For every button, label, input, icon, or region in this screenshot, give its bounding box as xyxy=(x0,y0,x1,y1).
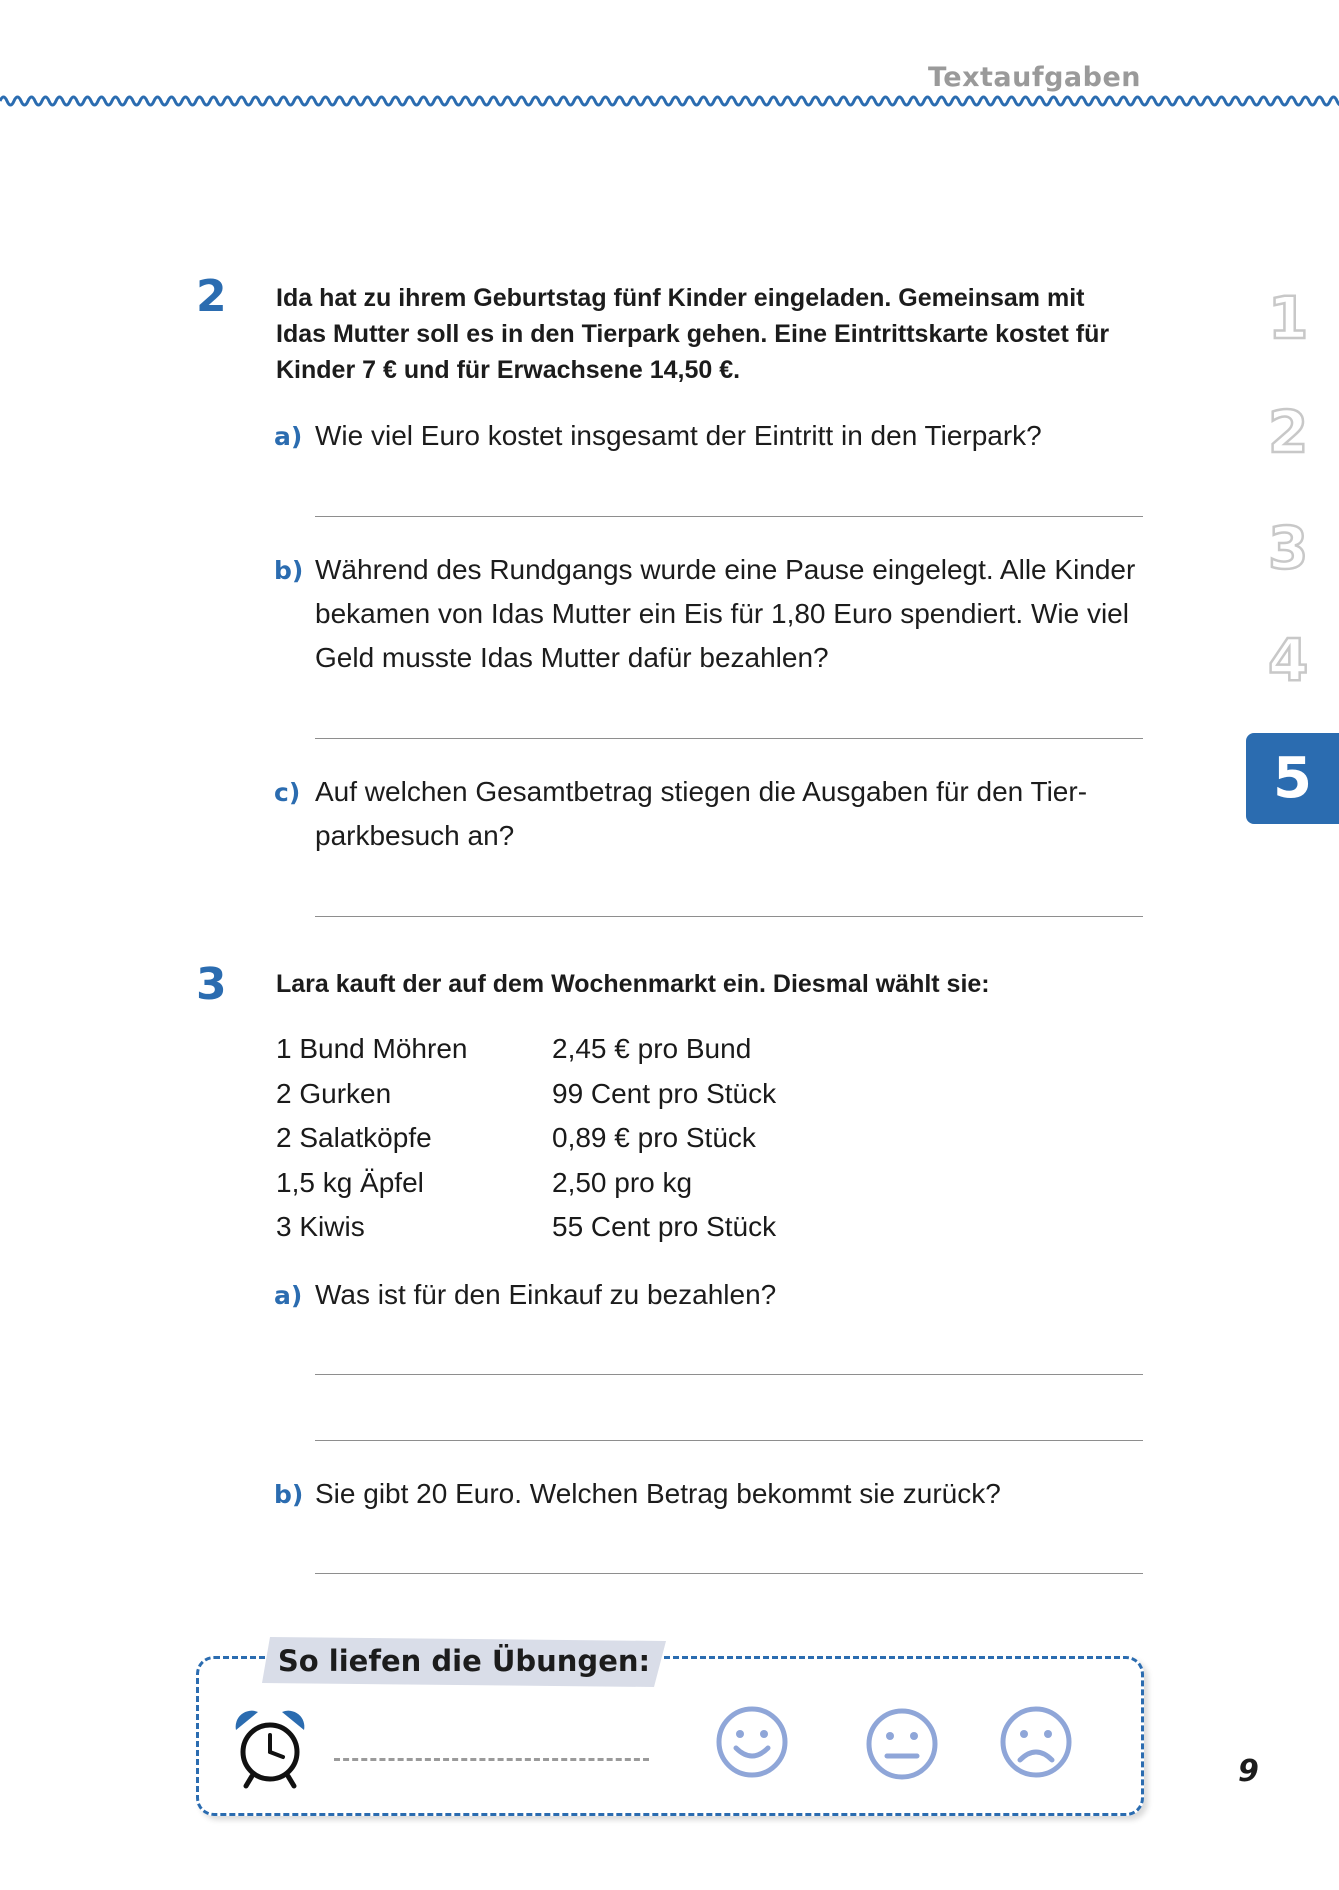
happy-face-icon[interactable] xyxy=(714,1704,790,1780)
answer-line-3a-2[interactable] xyxy=(315,1440,1143,1441)
exercise-2c-letter: c) xyxy=(274,778,301,807)
exercise-3a-letter: a) xyxy=(274,1281,303,1310)
question-line: parkbesuch an? xyxy=(315,820,515,851)
chapter-tab-4[interactable]: 4 xyxy=(1268,626,1309,694)
exercise-2-intro-line: Kinder 7 € und für Erwachsene 14,50 €. xyxy=(276,356,741,384)
neutral-face-icon[interactable] xyxy=(864,1706,940,1782)
item-name: 2 Salatköpfe xyxy=(276,1122,432,1153)
answer-line-2c[interactable] xyxy=(315,916,1143,917)
exercise-3-number: 3 xyxy=(196,959,227,1010)
shopping-item xyxy=(276,1161,776,1206)
exercise-2a-question xyxy=(315,414,1155,458)
item-name: 1,5 kg Äpfel xyxy=(276,1166,424,1198)
exercise-2a-letter: a) xyxy=(274,422,303,451)
exercise-2c-question xyxy=(315,770,1155,858)
exercise-3b-question: Sie gibt 20 Euro. Welchen Betrag bekommt sie zurück? xyxy=(315,1478,1001,1509)
shopping-item xyxy=(276,1072,776,1117)
answer-line-3b[interactable] xyxy=(315,1573,1143,1574)
shopping-item xyxy=(276,1116,776,1161)
shopping-item xyxy=(276,1027,776,1072)
answer-line-2b[interactable] xyxy=(315,738,1143,739)
chapter-tab-1[interactable]: 1 xyxy=(1268,284,1309,352)
exercise-2-intro xyxy=(276,280,1156,388)
question-line: Auf welchen Gesamtbetrag stiegen die Ausgaben für den Tier- xyxy=(315,776,1088,807)
question-line: Wie viel Euro kostet insgesamt der Eintritt in den Tierpark? xyxy=(315,420,1042,451)
chapter-tab-5-active[interactable]: 5 xyxy=(1246,733,1339,824)
sad-face-icon[interactable] xyxy=(998,1704,1074,1780)
exercise-2b-letter: b) xyxy=(274,556,304,585)
question-line: bekamen von Idas Mutter ein Eis für 1,80 Euro spendiert. Wie viel xyxy=(315,598,1129,629)
exercise-3a-question: Was ist für den Einkauf zu bezahlen? xyxy=(315,1279,777,1310)
exercise-3-intro: Lara kauft der auf dem Wochenmarkt ein. Diesmal wählt sie: xyxy=(276,970,990,998)
question-line: Geld musste Idas Mutter dafür bezahlen? xyxy=(315,642,829,673)
page-number: 9 xyxy=(1238,1754,1259,1789)
item-name: 3 Kiwis xyxy=(276,1211,365,1242)
item-price: 2,50 pro kg xyxy=(552,1166,693,1198)
exercise-2-intro-line: Ida hat zu ihrem Geburtstag fünf Kinder eingeladen. Gemeinsam mit xyxy=(276,284,1085,312)
shopping-item xyxy=(276,1205,776,1250)
exercise-2b-question xyxy=(315,548,1155,680)
item-price: 55 Cent pro Stück xyxy=(552,1211,777,1242)
chapter-tab-3[interactable]: 3 xyxy=(1268,514,1309,582)
question-line: Während des Rundgangs wurde eine Pause eingelegt. Alle Kinder xyxy=(315,554,1136,585)
time-entry-line[interactable] xyxy=(334,1758,649,1761)
item-price: 0,89 € pro Stück xyxy=(552,1122,756,1153)
item-name: 2 Gurken xyxy=(276,1077,392,1109)
exercise-2-number: 2 xyxy=(196,271,227,322)
shopping-list xyxy=(276,1027,776,1250)
item-price: 99 Cent pro Stück xyxy=(552,1077,777,1109)
answer-line-2a[interactable] xyxy=(315,516,1143,517)
alarm-clock-icon xyxy=(228,1706,312,1790)
answer-line-3a-1[interactable] xyxy=(315,1374,1143,1375)
item-price: 2,45 € pro Bund xyxy=(552,1033,752,1064)
header-title: Textaufgaben xyxy=(927,62,1141,93)
chapter-tab-2[interactable]: 2 xyxy=(1268,398,1309,466)
item-name: 1 Bund Möhren xyxy=(276,1033,468,1064)
exercise-2-intro-line: Idas Mutter soll es in den Tierpark gehen. Eine Eintrittskarte kostet für xyxy=(276,320,1110,348)
exercise-3b-letter: b) xyxy=(274,1480,304,1509)
self-assessment-label: So liefen die Übungen: xyxy=(277,1644,651,1678)
